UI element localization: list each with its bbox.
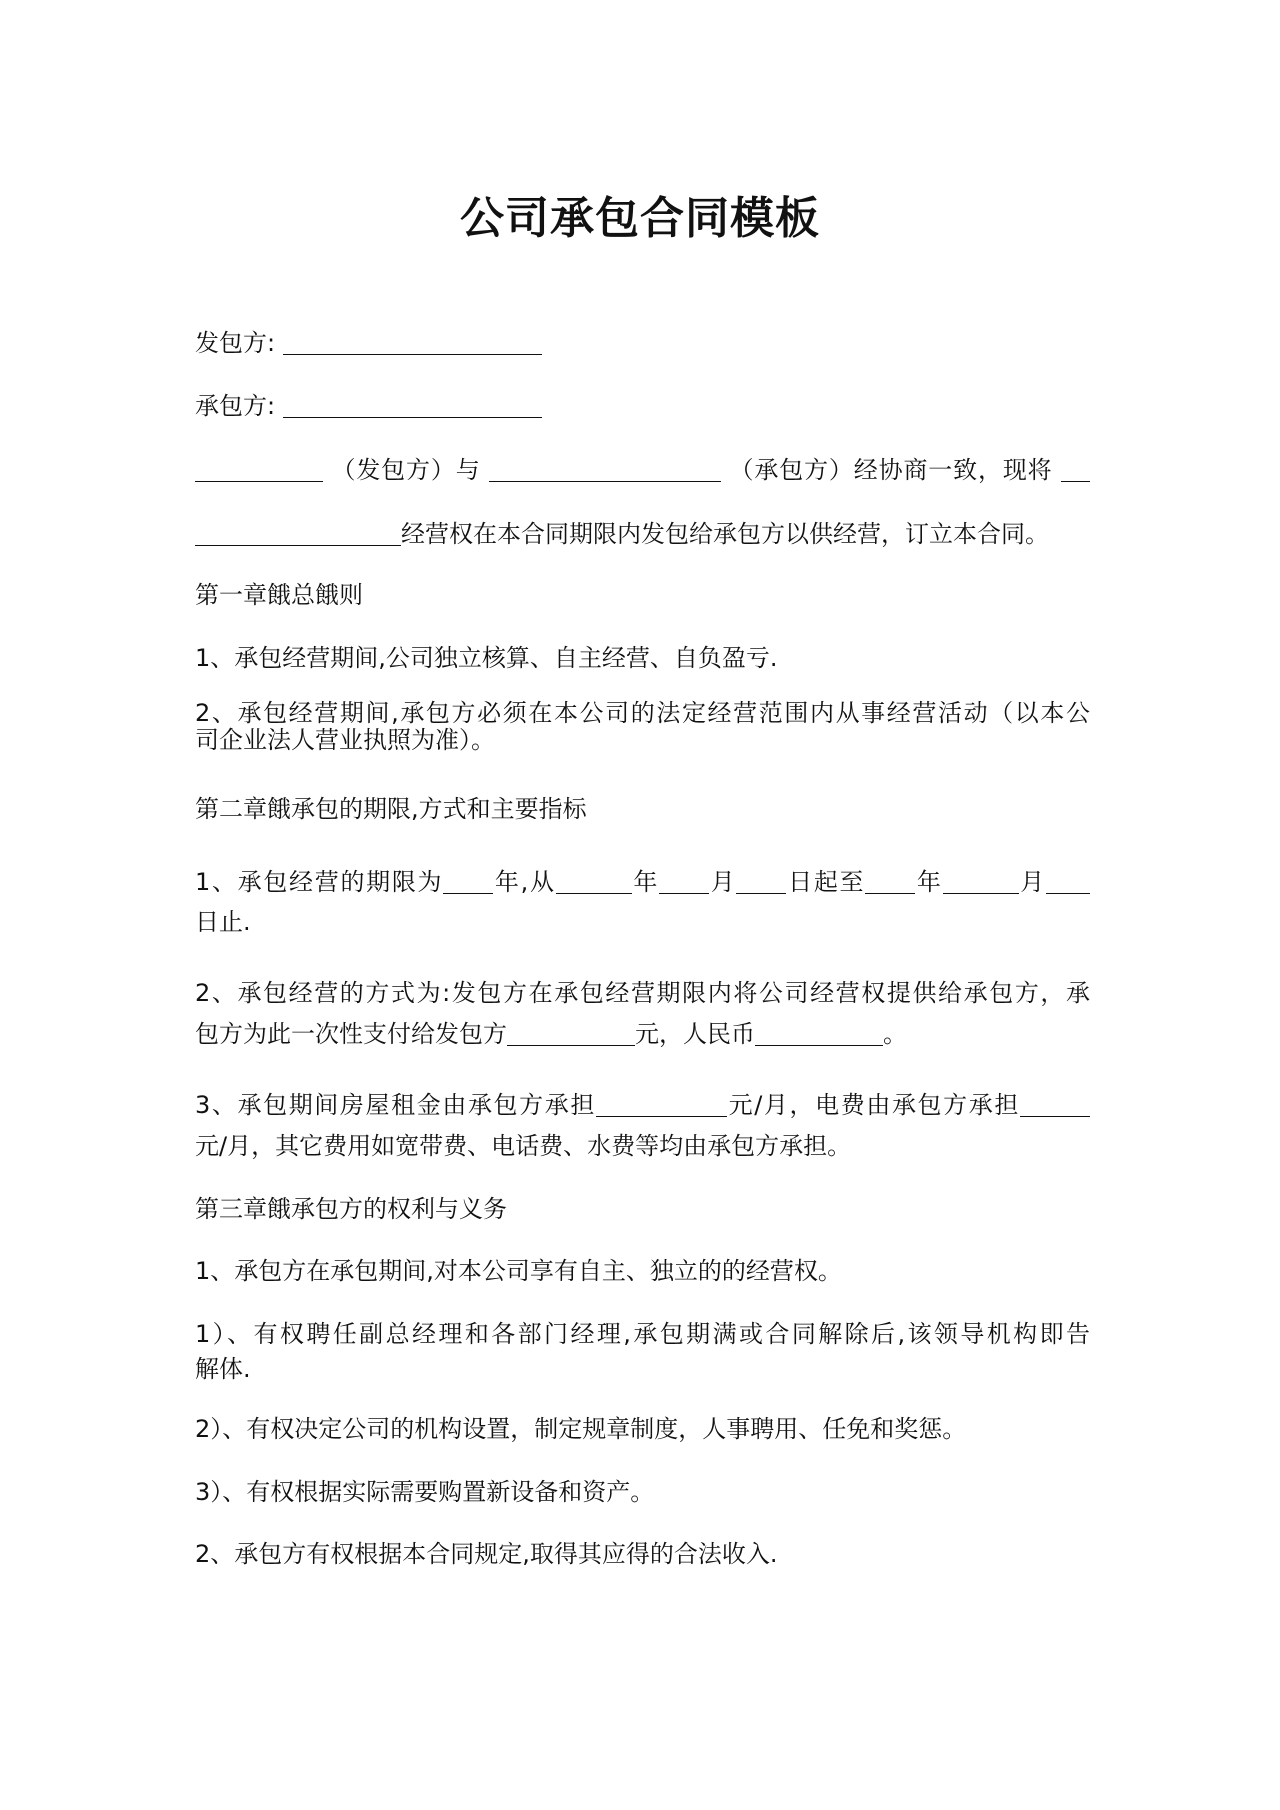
- clause-text: 日止.: [195, 908, 251, 936]
- clause-text: 司企业法人营业执照为准）。: [195, 726, 495, 754]
- clause-text: 日起至: [786, 868, 866, 896]
- blank: [1046, 869, 1090, 894]
- party-b-line: [195, 391, 1090, 421]
- intro-line-2: [195, 519, 1090, 549]
- clause-text: 包方为此一次性支付给发包方: [195, 1020, 507, 1048]
- blank: [596, 1092, 727, 1117]
- clause-text: 1、承包经营期间,公司独立核算、自主经营、自负盈亏.: [195, 644, 778, 672]
- intro-line-1: [195, 455, 1090, 485]
- clause-text: 年,从: [493, 868, 556, 896]
- chapter-2-heading: 第二章餓承包的期限,方式和主要指标: [195, 795, 587, 823]
- blank: [556, 869, 632, 894]
- party-a-line: [195, 328, 1090, 358]
- clause-text: 3、承包期间房屋租金由承包方承担: [195, 1091, 596, 1119]
- blank: [443, 869, 493, 894]
- clause-text: 1、承包经营的期限为: [195, 868, 444, 896]
- blank: [195, 457, 323, 482]
- clause-text: 元/月，电费由承包方承担: [727, 1091, 1020, 1119]
- blank: [736, 869, 786, 894]
- clause-text: 1）、有权聘任副总经理和各部门经理,承包期满或合同解除后,该领导机构即告: [195, 1320, 1090, 1348]
- clause-text: 元，人民币: [635, 1020, 755, 1048]
- clause-text: 1、承包方在承包期间,对本公司享有自主、独立的的经营权。: [195, 1257, 842, 1285]
- blank: [755, 1021, 883, 1046]
- rent-line: [195, 1090, 1090, 1120]
- chapter-3-heading: 第三章餓承包方的权利与义务: [195, 1195, 507, 1223]
- clause-text: 月: [1018, 868, 1046, 896]
- party-b-label: 承包方:: [195, 392, 276, 420]
- payment-line: [195, 1019, 1090, 1049]
- blank: [1061, 457, 1090, 482]
- blank: [507, 1021, 635, 1046]
- clause-text: 解体.: [195, 1355, 251, 1383]
- clause-text: 月: [709, 868, 737, 896]
- clause-text: 年: [915, 868, 943, 896]
- term-line-1: [195, 867, 1090, 897]
- blank: [659, 869, 709, 894]
- intro-text: （发包方）与: [331, 456, 481, 484]
- party-a-label: 发包方:: [195, 329, 276, 357]
- clause-text: 。: [883, 1020, 907, 1048]
- clause-text: 年: [631, 868, 660, 896]
- blank: [1020, 1092, 1090, 1117]
- clause-text: 2）、有权决定公司的机构设置，制定规章制度，人事聘用、任免和奖惩。: [195, 1415, 967, 1443]
- clause-text: 3）、有权根据实际需要购置新设备和资产。: [195, 1478, 655, 1506]
- clause-text: 2、承包方有权根据本合同规定,取得其应得的合法收入.: [195, 1540, 778, 1568]
- blank: [195, 521, 401, 546]
- party-a-blank: [283, 330, 542, 355]
- clause-text: 2、承包经营的方式为:发包方在承包经营期限内将公司经营权提供给承包方，承: [195, 979, 1090, 1007]
- intro-text: （承包方）经协商一致，现将: [729, 456, 1053, 484]
- document-title: 公司承包合同模板: [460, 193, 820, 244]
- chapter-1-heading: 第一章餓总餓则: [195, 581, 363, 609]
- clause-text: 2、承包经营期间,承包方必须在本公司的法定经营范围内从事经营活动（以本公: [195, 699, 1090, 727]
- blank: [943, 869, 1019, 894]
- intro-text: 经营权在本合同期限内发包给承包方以供经营，订立本合同。: [401, 520, 1049, 548]
- blank: [489, 457, 721, 482]
- blank: [865, 869, 915, 894]
- party-b-blank: [283, 393, 542, 418]
- clause-text: 元/月，其它费用如宽带费、电话费、水费等均由承包方承担。: [195, 1132, 852, 1160]
